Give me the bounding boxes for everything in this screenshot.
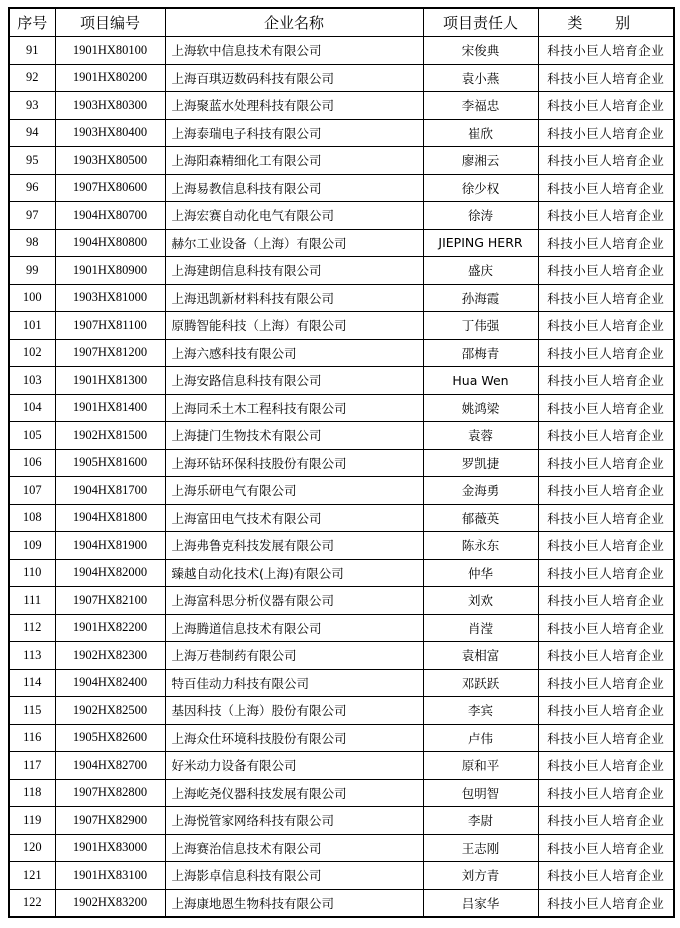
project-leader-cell: 廖湘云: [423, 147, 538, 175]
company-name-cell: 上海易教信息科技有限公司: [165, 174, 423, 202]
project-code-cell: 1904HX80700: [55, 202, 165, 230]
serial-number-cell: 93: [9, 92, 55, 120]
table-row: [9, 449, 674, 477]
serial-number-cell: 95: [9, 147, 55, 175]
category-cell: 科技小巨人培育企业: [538, 587, 674, 615]
category-cell: 科技小巨人培育企业: [538, 889, 674, 917]
serial-number-cell: 111: [9, 587, 55, 615]
project-code-cell: 1901HX83100: [55, 862, 165, 890]
project-leader-cell: 袁相富: [423, 642, 538, 670]
company-name-cell: 上海捷门生物技术有限公司: [165, 422, 423, 450]
category-cell: 科技小巨人培育企业: [538, 862, 674, 890]
table-row: [9, 834, 674, 862]
company-name-cell: 上海腾道信息技术有限公司: [165, 614, 423, 642]
table-row: [9, 339, 674, 367]
serial-number-cell: 114: [9, 669, 55, 697]
category-cell: 科技小巨人培育企业: [538, 257, 674, 285]
category-cell: 科技小巨人培育企业: [538, 64, 674, 92]
serial-number-cell: 94: [9, 119, 55, 147]
project-leader-cell: 王志刚: [423, 834, 538, 862]
category-cell: 科技小巨人培育企业: [538, 367, 674, 395]
project-code-cell: 1907HX82100: [55, 587, 165, 615]
project-code-cell: 1902HX82500: [55, 697, 165, 725]
serial-number-cell: 108: [9, 504, 55, 532]
serial-number-cell: 109: [9, 532, 55, 560]
company-name-cell: 臻越自动化技术(上海)有限公司: [165, 559, 423, 587]
company-name-cell: 上海环钻环保科技股份有限公司: [165, 449, 423, 477]
project-code-cell: 1904HX81700: [55, 477, 165, 505]
company-name-cell: 上海屹尧仪器科技发展有限公司: [165, 779, 423, 807]
header-company-name: 企业名称: [165, 8, 423, 37]
category-cell: 科技小巨人培育企业: [538, 559, 674, 587]
project-leader-cell: 袁蓉: [423, 422, 538, 450]
serial-number-cell: 122: [9, 889, 55, 917]
company-name-cell: 上海赛治信息技术有限公司: [165, 834, 423, 862]
project-leader-cell: 崔欣: [423, 119, 538, 147]
category-cell: 科技小巨人培育企业: [538, 312, 674, 340]
category-cell: 科技小巨人培育企业: [538, 202, 674, 230]
table-row: [9, 477, 674, 505]
serial-number-cell: 121: [9, 862, 55, 890]
serial-number-cell: 102: [9, 339, 55, 367]
project-leader-cell: 金海勇: [423, 477, 538, 505]
project-leader-cell: 卢伟: [423, 724, 538, 752]
serial-number-cell: 113: [9, 642, 55, 670]
serial-number-cell: 100: [9, 284, 55, 312]
project-leader-cell: 李宾: [423, 697, 538, 725]
project-code-cell: 1901HX81400: [55, 394, 165, 422]
project-code-cell: 1904HX82000: [55, 559, 165, 587]
category-cell: 科技小巨人培育企业: [538, 339, 674, 367]
table-header-row: [9, 8, 674, 37]
serial-number-cell: 106: [9, 449, 55, 477]
table-row: [9, 174, 674, 202]
serial-number-cell: 104: [9, 394, 55, 422]
serial-number-cell: 116: [9, 724, 55, 752]
category-cell: 科技小巨人培育企业: [538, 477, 674, 505]
project-code-cell: 1901HX81300: [55, 367, 165, 395]
company-name-cell: 上海安路信息科技有限公司: [165, 367, 423, 395]
project-leader-cell: 袁小燕: [423, 64, 538, 92]
table-row: [9, 724, 674, 752]
company-name-cell: 上海影卓信息科技有限公司: [165, 862, 423, 890]
project-leader-cell: 宋俊典: [423, 37, 538, 65]
category-cell: 科技小巨人培育企业: [538, 119, 674, 147]
company-name-cell: 上海众仕环境科技股份有限公司: [165, 724, 423, 752]
serial-number-cell: 115: [9, 697, 55, 725]
project-code-cell: 1904HX81800: [55, 504, 165, 532]
company-name-cell: 上海六感科技有限公司: [165, 339, 423, 367]
table-row: [9, 422, 674, 450]
company-name-cell: 上海康地恩生物科技有限公司: [165, 889, 423, 917]
serial-number-cell: 97: [9, 202, 55, 230]
category-cell: 科技小巨人培育企业: [538, 779, 674, 807]
company-name-cell: 上海阳森精细化工有限公司: [165, 147, 423, 175]
table-row: [9, 147, 674, 175]
company-name-cell: 上海软中信息技术有限公司: [165, 37, 423, 65]
project-code-cell: 1904HX82700: [55, 752, 165, 780]
project-leader-cell: 郁薇英: [423, 504, 538, 532]
project-leader-cell: 徐少权: [423, 174, 538, 202]
category-cell: 科技小巨人培育企业: [538, 697, 674, 725]
company-name-cell: 上海同禾土木工程科技有限公司: [165, 394, 423, 422]
table-row: [9, 889, 674, 917]
category-cell: 科技小巨人培育企业: [538, 174, 674, 202]
category-cell: 科技小巨人培育企业: [538, 394, 674, 422]
company-name-cell: 上海万巷制药有限公司: [165, 642, 423, 670]
table-row: [9, 504, 674, 532]
company-name-cell: 上海宏赛自动化电气有限公司: [165, 202, 423, 230]
project-code-cell: 1903HX80400: [55, 119, 165, 147]
table-row: [9, 614, 674, 642]
project-leader-cell: 丁伟强: [423, 312, 538, 340]
category-cell: 科技小巨人培育企业: [538, 92, 674, 120]
serial-number-cell: 119: [9, 807, 55, 835]
serial-number-cell: 110: [9, 559, 55, 587]
company-name-cell: 上海聚蓝水处理科技有限公司: [165, 92, 423, 120]
project-leader-cell: 肖滢: [423, 614, 538, 642]
category-cell: 科技小巨人培育企业: [538, 284, 674, 312]
category-cell: 科技小巨人培育企业: [538, 724, 674, 752]
table-row: [9, 37, 674, 65]
project-leader-cell: 李福忠: [423, 92, 538, 120]
company-name-cell: 上海建朗信息科技有限公司: [165, 257, 423, 285]
company-name-cell: 赫尔工业设备（上海）有限公司: [165, 229, 423, 257]
header-project-code: 项目编号: [55, 8, 165, 37]
serial-number-cell: 105: [9, 422, 55, 450]
table-row: [9, 752, 674, 780]
project-code-cell: 1904HX80800: [55, 229, 165, 257]
table-row: [9, 367, 674, 395]
header-serial-number: 序号: [9, 8, 55, 37]
project-code-cell: 1907HX81200: [55, 339, 165, 367]
project-code-cell: 1903HX80300: [55, 92, 165, 120]
table-row: [9, 697, 674, 725]
project-leader-cell: 仲华: [423, 559, 538, 587]
serial-number-cell: 92: [9, 64, 55, 92]
company-name-cell: 上海悦管家网络科技有限公司: [165, 807, 423, 835]
table-row: [9, 119, 674, 147]
project-leader-cell: 吕家华: [423, 889, 538, 917]
project-leader-cell: 邵梅青: [423, 339, 538, 367]
project-code-cell: 1905HX81600: [55, 449, 165, 477]
serial-number-cell: 98: [9, 229, 55, 257]
company-name-cell: 上海富田电气技术有限公司: [165, 504, 423, 532]
category-cell: 科技小巨人培育企业: [538, 449, 674, 477]
serial-number-cell: 107: [9, 477, 55, 505]
category-cell: 科技小巨人培育企业: [538, 229, 674, 257]
table-row: [9, 312, 674, 340]
company-name-cell: 原腾智能科技（上海）有限公司: [165, 312, 423, 340]
table-row: [9, 92, 674, 120]
project-leader-cell: 罗凯捷: [423, 449, 538, 477]
table-row: [9, 779, 674, 807]
table-row: [9, 807, 674, 835]
project-leader-cell: 孙海霞: [423, 284, 538, 312]
table-row: [9, 257, 674, 285]
project-leader-cell: 邓跃跃: [423, 669, 538, 697]
category-cell: 科技小巨人培育企业: [538, 37, 674, 65]
project-list-table: [8, 7, 675, 918]
category-cell: 科技小巨人培育企业: [538, 834, 674, 862]
table-body: [9, 37, 674, 918]
category-cell: 科技小巨人培育企业: [538, 642, 674, 670]
table-row: [9, 862, 674, 890]
project-code-cell: 1907HX80600: [55, 174, 165, 202]
table-row: [9, 202, 674, 230]
project-code-cell: 1901HX82200: [55, 614, 165, 642]
table-row: [9, 669, 674, 697]
category-cell: 科技小巨人培育企业: [538, 532, 674, 560]
table-row: [9, 532, 674, 560]
serial-number-cell: 99: [9, 257, 55, 285]
project-leader-cell: 徐涛: [423, 202, 538, 230]
serial-number-cell: 101: [9, 312, 55, 340]
project-leader-cell: Hua Wen: [423, 367, 538, 395]
serial-number-cell: 96: [9, 174, 55, 202]
table-row: [9, 394, 674, 422]
table-row: [9, 229, 674, 257]
project-code-cell: 1904HX82400: [55, 669, 165, 697]
project-code-cell: 1903HX81000: [55, 284, 165, 312]
serial-number-cell: 112: [9, 614, 55, 642]
header-project-leader: 项目责任人: [423, 8, 538, 37]
company-name-cell: 上海富科思分析仪器有限公司: [165, 587, 423, 615]
table-row: [9, 642, 674, 670]
category-cell: 科技小巨人培育企业: [538, 504, 674, 532]
project-leader-cell: JIEPING HERR: [423, 229, 538, 257]
project-leader-cell: 陈永东: [423, 532, 538, 560]
company-name-cell: 特百佳动力科技有限公司: [165, 669, 423, 697]
project-leader-cell: 姚鸿梁: [423, 394, 538, 422]
company-name-cell: 好米动力设备有限公司: [165, 752, 423, 780]
company-name-cell: 上海泰瑞电子科技有限公司: [165, 119, 423, 147]
company-name-cell: 上海弗鲁克科技发展有限公司: [165, 532, 423, 560]
project-code-cell: 1907HX81100: [55, 312, 165, 340]
project-code-cell: 1901HX80200: [55, 64, 165, 92]
table-row: [9, 559, 674, 587]
category-cell: 科技小巨人培育企业: [538, 614, 674, 642]
table-row: [9, 587, 674, 615]
company-name-cell: 上海迅凯新材料科技有限公司: [165, 284, 423, 312]
category-cell: 科技小巨人培育企业: [538, 752, 674, 780]
company-name-cell: 上海百琪迈数码科技有限公司: [165, 64, 423, 92]
project-code-cell: 1907HX82800: [55, 779, 165, 807]
project-code-cell: 1902HX81500: [55, 422, 165, 450]
project-code-cell: 1907HX82900: [55, 807, 165, 835]
project-code-cell: 1904HX81900: [55, 532, 165, 560]
serial-number-cell: 91: [9, 37, 55, 65]
company-name-cell: 上海乐研电气有限公司: [165, 477, 423, 505]
category-cell: 科技小巨人培育企业: [538, 669, 674, 697]
project-code-cell: 1902HX82300: [55, 642, 165, 670]
project-leader-cell: 李尉: [423, 807, 538, 835]
project-leader-cell: 刘方青: [423, 862, 538, 890]
company-name-cell: 基因科技（上海）股份有限公司: [165, 697, 423, 725]
project-leader-cell: 刘欢: [423, 587, 538, 615]
category-cell: 科技小巨人培育企业: [538, 422, 674, 450]
project-code-cell: 1903HX80500: [55, 147, 165, 175]
serial-number-cell: 117: [9, 752, 55, 780]
category-cell: 科技小巨人培育企业: [538, 147, 674, 175]
project-code-cell: 1901HX80100: [55, 37, 165, 65]
table-row: [9, 284, 674, 312]
category-cell: 科技小巨人培育企业: [538, 807, 674, 835]
project-leader-cell: 原和平: [423, 752, 538, 780]
header-category: 类 别: [538, 8, 674, 37]
project-leader-cell: 包明智: [423, 779, 538, 807]
serial-number-cell: 118: [9, 779, 55, 807]
project-code-cell: 1901HX80900: [55, 257, 165, 285]
serial-number-cell: 103: [9, 367, 55, 395]
project-code-cell: 1905HX82600: [55, 724, 165, 752]
project-code-cell: 1902HX83200: [55, 889, 165, 917]
table-row: [9, 64, 674, 92]
project-code-cell: 1901HX83000: [55, 834, 165, 862]
serial-number-cell: 120: [9, 834, 55, 862]
project-leader-cell: 盛庆: [423, 257, 538, 285]
